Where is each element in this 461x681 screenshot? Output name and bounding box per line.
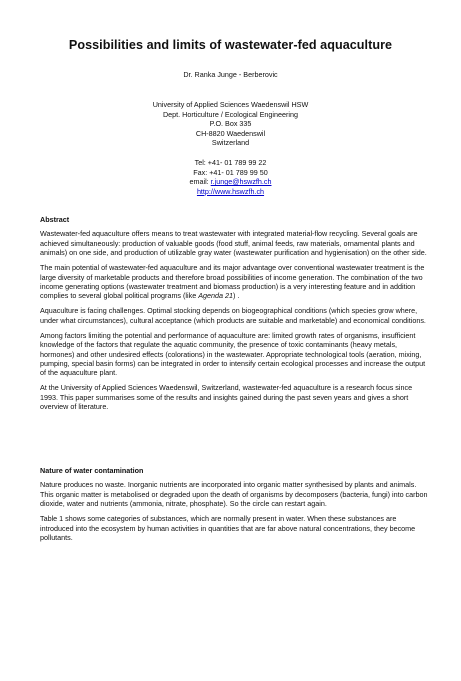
affiliation-line: University of Applied Sciences Waedenswil HSW xyxy=(152,100,309,109)
website-link[interactable]: http://www.hswzfh.ch xyxy=(196,186,265,196)
abstract-heading: Abstract xyxy=(40,215,70,224)
email-label: email: xyxy=(189,177,211,187)
contact-block xyxy=(0,158,461,196)
paper-title: Possibilities and limits of wastewater-fed aquaculture xyxy=(68,38,393,52)
fax: Fax: +41- 01 789 99 50 xyxy=(193,167,268,177)
nature-section xyxy=(40,466,430,548)
affiliation-line: CH-8820 Waedenswil xyxy=(195,128,266,138)
author-name: Dr. Ranka Junge - Berberovic xyxy=(183,70,278,79)
nature-paragraph: Table 1 shows some categories of substances, which are normally present in water. When these substances are introduced into the ecosystem by human activities in quantities that are far above natural concentrations, they become pollutants. xyxy=(40,514,416,543)
abstract-paragraph xyxy=(40,263,430,301)
email-line xyxy=(0,177,461,187)
abstract-paragraph: Wastewater-fed aquaculture offers means to treat wastewater with integrated material-flow recycling. Several goals are achieved simultaneously: production of valuable goods (food stuff, animal feeds, raw materials, ornamental plants and animals) on one side, and production of utilizable gray water (wastewater purification and hygienisation) on the other side. xyxy=(40,229,427,258)
affiliation-line: Dept. Horticulture / Ecological Engineering xyxy=(162,109,299,119)
affiliation-block xyxy=(0,100,461,148)
affiliation-line: Switzerland xyxy=(211,138,250,148)
abstract-paragraph: Among factors limiting the potential and performance of aquaculture are: limited growth rates of organisms, insufficient knowledge of the factors that regulate the aquatic community, the presence of toxic contaminants (heavy metals, hormones) and other undesired effects (colorations) in the wastewater. Appropriate technological tools (aeration, mixing, pumping, special basin forms) can be integrated in order to intensify certain ecological processes and increase the output of the aquaculture plant. xyxy=(40,330,426,378)
affiliation-line: P.O. Box 335 xyxy=(209,119,252,129)
abstract-paragraph: Aquaculture is facing challenges. Optimal stocking depends on biogeographical conditions (which species grow where, under what circumstances), cultural acceptance (which products are suitable and marketable) and economical conditions. xyxy=(40,306,426,325)
nature-heading: Nature of water contamination xyxy=(40,466,144,475)
abstract-paragraph: At the University of Applied Sciences Waedenswil, Switzerland, wastewater-fed aquaculture is a research focus since 1993. This paper summarises some of the results and insights gained during the past seven years and gives a short overview of literature. xyxy=(40,383,413,412)
telephone: Tel: +41- 01 789 99 22 xyxy=(194,158,267,167)
agenda-21-italic: Agenda 21 xyxy=(198,291,233,301)
nature-paragraph: Nature produces no waste. Inorganic nutrients are incorporated into organic matter synthesised by plants and animals. This organic matter is metabolised or degraded upon the death of organisms by decomposers (bacteria, fungi) into carbon dioxide, water and nutrients (ammonia, nitrate, phosphate). So the circle can restart again. xyxy=(40,480,428,509)
abstract-section xyxy=(40,215,430,417)
abstract-text: ) . xyxy=(232,291,240,301)
abstract-text: The main potential of wastewater-fed aquaculture and its major advantage over conventional wastewater treatment is the large diversity of marketable products and therefore broad possibilities of income generation. The combination of the two income generating options (wastewater treatment and biomass production) is a very interesting feature and in addition complies to several global political programs (like xyxy=(40,263,425,301)
email-link[interactable]: r.junge@hswzfh.ch xyxy=(210,177,272,187)
